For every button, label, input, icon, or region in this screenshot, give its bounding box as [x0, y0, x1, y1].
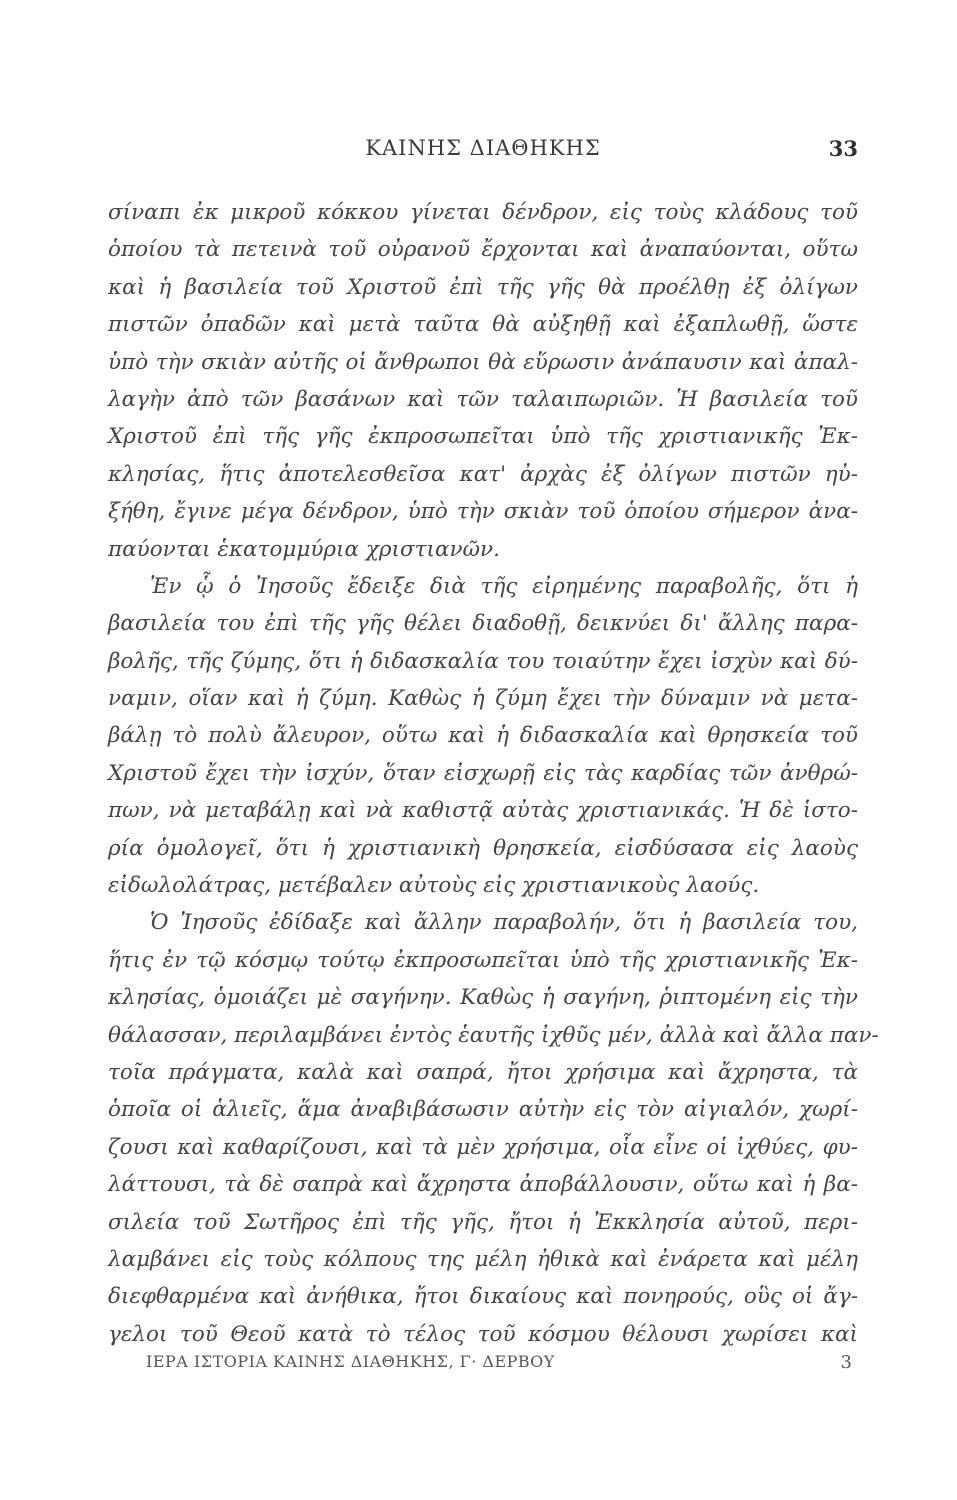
text-line: διεφθαρμένα καὶ ἀνήθικα, ἤτοι δικαίους καὶ πονηρούς, οὓς οἱ ἄγ-: [108, 1284, 858, 1310]
text-line: τοῖα πράγματα, καλὰ καὶ σαπρά, ἤτοι χρήσιμα καὶ ἄχρηστα, τὰ: [108, 1059, 858, 1085]
text-line: σίναπι ἐκ μικροῦ κόκκου γίνεται δένδρον, εἰς τοὺς κλάδους τοῦ: [108, 200, 858, 225]
text-line: παύονται ἑκατομμύρια χριστιανῶν.: [108, 536, 500, 562]
text-line: Χριστοῦ ἐπὶ τῆς γῆς ἐκπροσωπεῖται ὑπὸ τῆς χριστιανικῆς Ἐκ-: [108, 424, 858, 450]
page-number: 33: [828, 136, 858, 161]
text-line: σιλεία τοῦ Σωτῆρος ἐπὶ τῆς γῆς, ἤτοι ἡ Ἐκκλησία αὐτοῦ, περι-: [108, 1209, 858, 1235]
text-line: ὁποίου τὰ πετεινὰ τοῦ οὐρανοῦ ἔρχονται καὶ ἀναπαύονται, οὕτω: [108, 237, 858, 263]
running-title: ΚΑΙΝΗΣ ΔΙΑΘΗΚΗΣ: [365, 136, 601, 160]
text-line: βασιλεία του ἐπὶ τῆς γῆς θέλει διαδοθῇ, δεικνύει δι' ἄλλης παρα-: [108, 611, 858, 637]
text-line: βολῆς, τῆς ζύμης, ὅτι ἡ διδασκαλία του τοιαύτην ἔχει ἰσχὺν καὶ δύ-: [108, 648, 858, 674]
text-line: κλησίας, ὁμοιάζει μὲ σαγήνην. Καθὼς ἡ σαγήνη, ῥιπτομένη εἰς τὴν: [108, 985, 858, 1011]
text-line: ναμιν, οἵαν καὶ ἡ ζύμη. Καθὼς ἡ ζύμη ἔχει τὴν δύναμιν νὰ μετα-: [108, 686, 858, 712]
text-line: εἰδωλολάτρας, μετέβαλεν αὐτοὺς εἰς χριστιανικοὺς λαούς.: [108, 873, 760, 899]
text-line: ὁποῖα οἱ ἁλιεῖς, ἅμα ἀναβιβάσωσιν αὐτὴν εἰς τὸν αἰγιαλόν, χωρί-: [108, 1097, 858, 1123]
text-line: ξήθη, ἔγινε μέγα δένδρον, ὑπὸ τὴν σκιὰν τοῦ ὁποίου σήμερον ἀνα-: [108, 499, 858, 525]
text-line: ζουσι καὶ καθαρίζουσι, καὶ τὰ μὲν χρήσιμα, οἷα εἶνε οἱ ἰχθύες, φυ-: [108, 1134, 858, 1160]
paragraph-start-line: Ἐν ᾧ ὁ Ἰησοῦς ἔδειξε διὰ τῆς εἰρημένης παραβολῆς, ὅτι ἡ: [150, 573, 858, 599]
text-line: κλησίας, ἥτις ἀποτελεσθεῖσα κατ' ἀρχὰς ἐξ ὀλίγων πιστῶν ηὐ-: [108, 461, 858, 487]
body-text: [108, 194, 879, 1353]
signature-mark: 3: [840, 1352, 852, 1373]
text-line: Χριστοῦ ἔχει τὴν ἰσχύν, ὅταν εἰσχωρῇ εἰς τὰς καρδίας τῶν ἀνθρώ-: [108, 760, 858, 786]
text-line: γελοι τοῦ Θεοῦ κατὰ τὸ τέλος τοῦ κόσμου θέλουσι χωρίσει καὶ: [108, 1321, 858, 1347]
text-line: ρία ὁμολογεῖ, ὅτι ἡ χριστιανικὴ θρησκεία, εἰσδύσασα εἰς λαοὺς: [108, 835, 858, 861]
text-line: βάλῃ τὸ πολὺ ἄλευρον, οὕτω καὶ ἡ διδασκαλία καὶ θρησκεία τοῦ: [108, 723, 858, 749]
text-line: καὶ ἡ βασιλεία τοῦ Χριστοῦ ἐπὶ τῆς γῆς θὰ προέλθῃ ἐξ ὀλίγων: [108, 274, 858, 300]
text-line: ὑπὸ τὴν σκιὰν αὐτῆς οἱ ἄνθρωποι θὰ εὕρωσιν ἀνάπαυσιν καὶ ἀπαλ-: [108, 349, 858, 375]
page-footer: [108, 1352, 858, 1378]
text-line: ἥτις ἐν τῷ κόσμῳ τούτῳ ἐκπροσωπεῖται ὑπὸ τῆς χριστιανικῆς Ἐκ-: [108, 947, 858, 973]
text-line: λαμβάνει εἰς τοὺς κόλπους της μέλη ἠθικὰ καὶ ἐνάρετα καὶ μέλη: [108, 1246, 858, 1272]
text-line: θάλασσαν, περιλαμβάνει ἐντὸς ἑαυτῆς ἰχθῦς μέν, ἀλλὰ καὶ ἄλλα παν-: [108, 1022, 879, 1048]
footer-book-title: ΙΕΡΑ ΙΣΤΟΡΙΑ ΚΑΙΝΗΣ ΔΙΑΘΗΚΗΣ, Γ· ΔΕΡΒΟΥ: [146, 1352, 555, 1371]
text-line: πων, νὰ μεταβάλῃ καὶ νὰ καθιστᾷ αὐτὰς χριστιανικάς. Ἡ δὲ ἱστο-: [108, 798, 858, 824]
paragraph-start-line: Ὁ Ἰησοῦς ἐδίδαξε καὶ ἄλλην παραβολήν, ὅτι ἡ βασιλεία του,: [150, 910, 858, 936]
text-line: πιστῶν ὀπαδῶν καὶ μετὰ ταῦτα θὰ αὐξηθῇ καὶ ἐξαπλωθῇ, ὥστε: [108, 312, 858, 338]
text-line: λάττουσι, τὰ δὲ σαπρὰ καὶ ἄχρηστα ἀποβάλλουσιν, οὕτω καὶ ἡ βα-: [108, 1172, 858, 1198]
page-header: [108, 136, 858, 168]
text-line: λαγὴν ἀπὸ τῶν βασάνων καὶ τῶν ταλαιπωριῶν. Ἡ βασιλεία τοῦ: [108, 386, 858, 412]
